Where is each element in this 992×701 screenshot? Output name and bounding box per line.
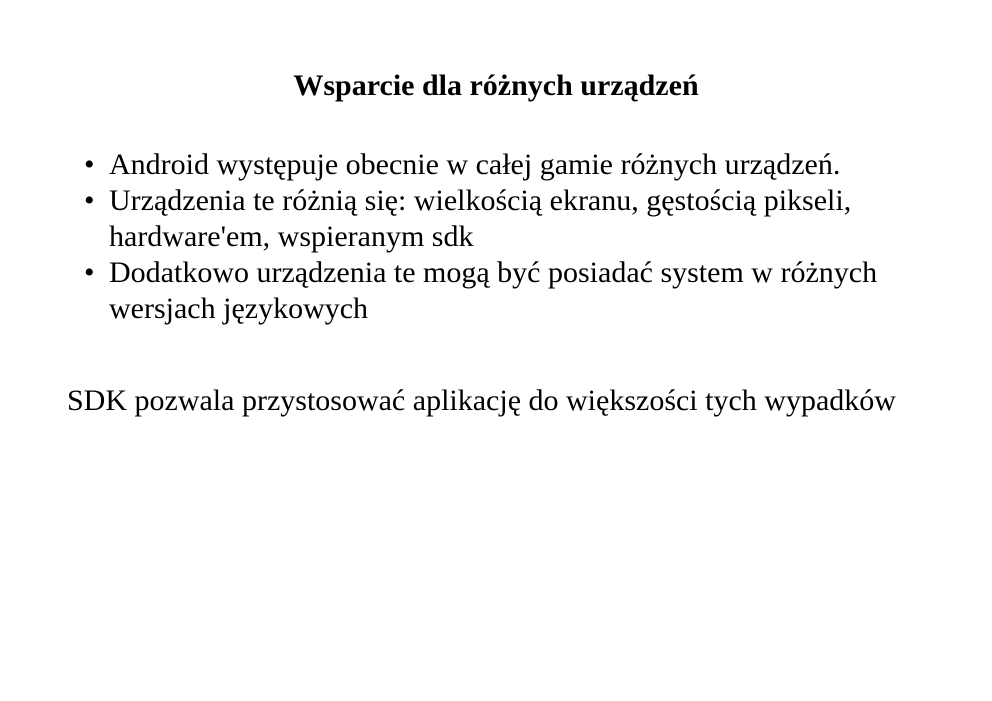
bullet-icon: •	[84, 148, 95, 181]
bullet-item	[84, 255, 944, 327]
bullet-item	[84, 147, 944, 183]
bullet-icon: •	[84, 256, 95, 289]
bullet-item	[84, 183, 944, 255]
bullet-text: Dodatkowo urządzenia te mogą być posiadać system w różnych wersjach językowych	[109, 256, 878, 325]
bullet-text: Android występuje obecnie w całej gamie różnych urządzeń.	[109, 148, 841, 181]
summary-paragraph: SDK pozwala przystosować aplikację do większości tych wypadków	[67, 384, 896, 417]
bullet-text: Urządzenia te różnią się: wielkością ekranu, gęstością pikseli, hardware'em, wspieranym sdk	[109, 184, 852, 253]
bullet-icon: •	[84, 184, 95, 217]
bullet-list	[84, 147, 944, 327]
slide-title: Wsparcie dla różnych urządzeń	[293, 69, 699, 102]
